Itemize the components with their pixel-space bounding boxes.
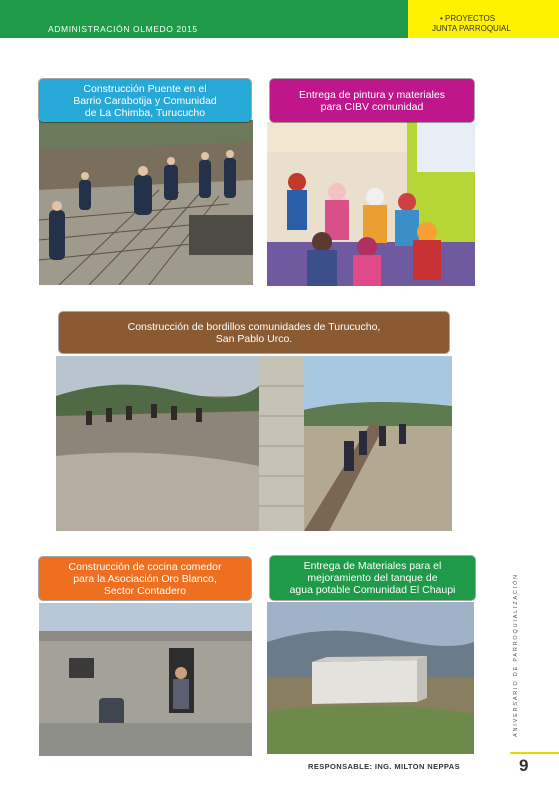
header-section-line1: • PROYECTOS <box>440 14 496 23</box>
label-kitchen-construction <box>39 557 251 600</box>
label-line: San Pablo Urco. <box>215 332 293 345</box>
label-water-tank <box>270 556 475 600</box>
sidebar-anniversary <box>508 560 524 750</box>
label-line: Entrega de pintura y materiales <box>299 88 445 101</box>
label-line: mejoramiento del tanque de <box>307 572 438 584</box>
label-line: Construcción de bordillos comunidades de Turucucho, <box>127 320 381 333</box>
page-number: 9 <box>519 756 529 775</box>
footer-accent-line <box>510 752 559 754</box>
photo-cibv-materials <box>267 122 475 286</box>
label-line: de La Chimba, Turucucho <box>84 106 206 119</box>
photo-curbs-right <box>259 356 452 531</box>
photo-curbs-left <box>56 356 259 531</box>
label-line: Sector Contadero <box>103 584 187 597</box>
photo-bridge-construction <box>39 120 253 285</box>
photo-kitchen-construction <box>39 603 252 756</box>
header-title: ADMINISTRACIÓN OLMEDO 2015 <box>48 24 198 34</box>
label-bridge-construction <box>39 79 251 122</box>
label-curbs <box>59 312 449 353</box>
photo-water-tank <box>267 602 474 754</box>
label-line: para CIBV comunidad <box>320 100 424 113</box>
label-line: agua potable Comunidad El Chaupi <box>289 584 456 596</box>
label-line: Construcción Puente en el <box>83 82 207 95</box>
sidebar-text: ANIVERSARIO DE PARROQUIALIZACIÓN <box>513 573 519 737</box>
label-line: para la Asociación Oro Blanco, <box>73 572 217 585</box>
label-cibv-materials <box>270 79 474 122</box>
header-section-line2: JUNTA PARROQUIAL <box>432 24 511 33</box>
label-line: Barrio Carabotija y Comunidad <box>73 94 217 107</box>
label-line: Entrega de Materiales para el <box>303 560 442 572</box>
label-line: Construcción de cocina comedor <box>68 560 222 573</box>
footer-responsible: RESPONSABLE: ING. MILTON NEPPAS <box>308 762 460 771</box>
